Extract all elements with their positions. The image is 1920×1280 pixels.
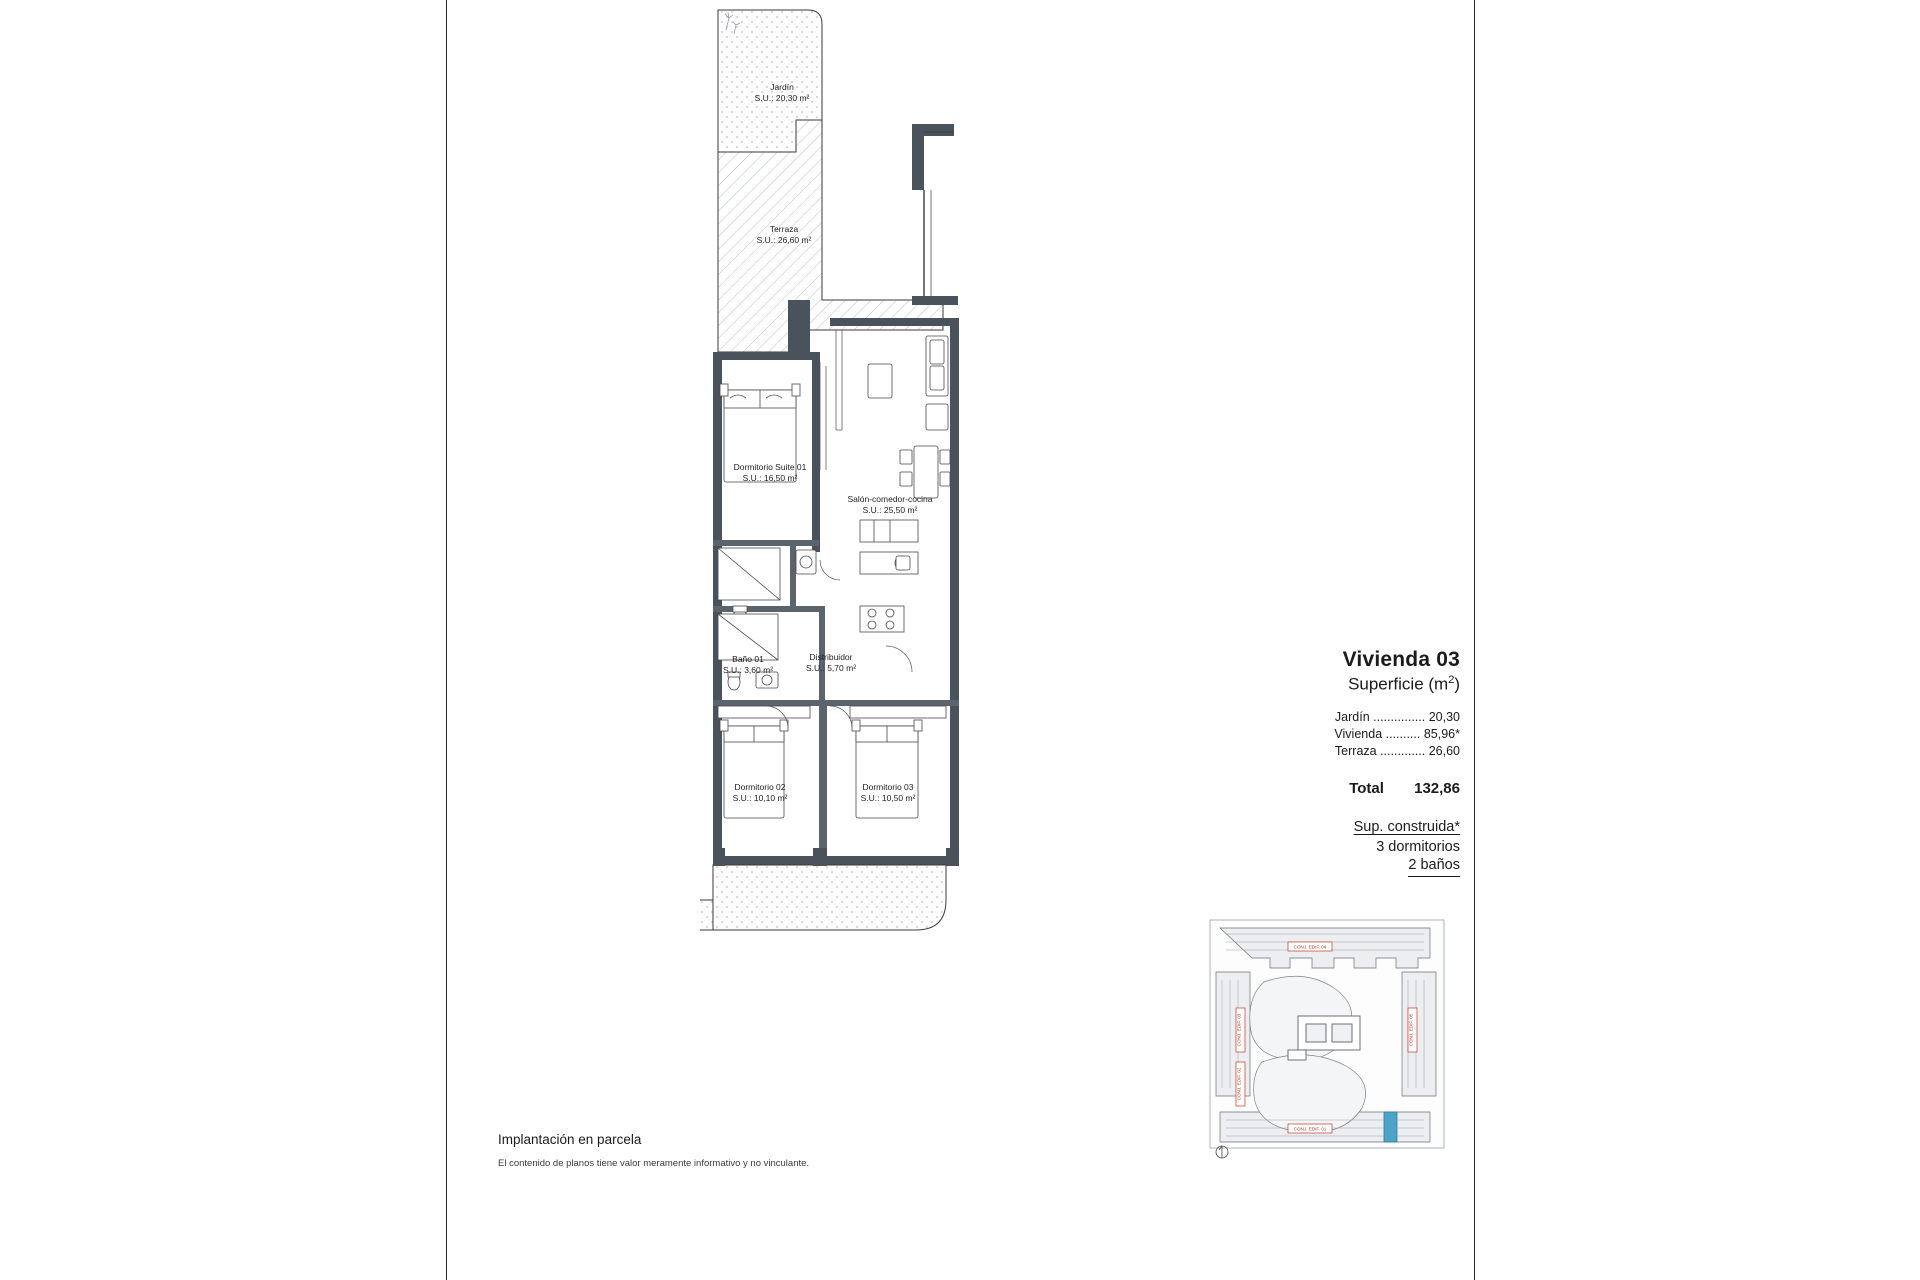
surface-total [1230, 780, 1460, 797]
surface-row-vivienda-label: Vivienda .......... [1334, 726, 1421, 741]
keyplan-label-05: CONJ. EDIF. 05 [1408, 1013, 1414, 1047]
surface-subtitle-close: ) [1454, 674, 1460, 694]
keyplan-label-01: CONJ. EDIF. 01 [1293, 1126, 1327, 1132]
key-plan [1202, 912, 1452, 1162]
surface-row-jardin-value: 20,30 [1428, 709, 1460, 724]
room-label-distribuidor: Distribuidor S.U.: 5,70 m² [805, 652, 857, 673]
keyplan-highlighted-unit [1384, 1112, 1397, 1142]
footer-disclaimer: El contenido de planos tiene valor meramente informativo y no vinculante. [498, 1158, 810, 1169]
keyplan-label-04: CONJ. EDIF. 04 [1293, 944, 1327, 950]
surface-subtitle-text: Superficie (m [1348, 674, 1449, 694]
surface-total-label: Total [1349, 779, 1384, 797]
room-label-dormitorio-suite-01: Dormitorio Suite 01 S.U.: 16,50 m² [733, 462, 807, 483]
room-label-dormitorio-03: Dormitorio 03 S.U.: 10,50 m² [860, 782, 916, 803]
bathroom-count: 2 baños [1408, 857, 1460, 877]
floor-plan [700, 0, 1060, 1160]
keyplan-label-02: CONJ. EDIF. 02 [1236, 1067, 1242, 1101]
room-label-salon-comedor-cocina: Salón-comedor-cocina S.U.: 25,50 m² [847, 494, 933, 515]
room-label-dormitorio-02: Dormitorio 02 S.U.: 10,10 m² [732, 782, 788, 803]
surface-subtitle-sup: 2 [1448, 674, 1455, 686]
surface-row-terraza [1230, 743, 1460, 760]
sheet-border-right [1474, 0, 1475, 1280]
room-label-terraza: Terraza S.U.: 26,60 m² [756, 224, 812, 245]
surface-row-jardin [1230, 709, 1460, 726]
surface-total-value: 132,86 [1414, 779, 1460, 797]
surface-row-jardin-label: Jardín ............... [1334, 709, 1426, 724]
footer-title: Implantación en parcela [498, 1132, 642, 1147]
unit-title: Vivienda 03 [1342, 648, 1460, 671]
constructed-surface-label: Sup. construida* [1353, 818, 1460, 835]
surface-row-terraza-value: 26,60 [1428, 743, 1460, 758]
surface-row-terraza-label: Terraza ............. [1334, 743, 1426, 758]
sheet-border-left [446, 0, 447, 1280]
unit-info-block [1230, 648, 1460, 877]
room-label-bano-01: Baño 01 S.U.: 3,60 m² [722, 654, 774, 675]
room-label-jardin: Jardín S.U.: 20,30 m² [754, 82, 810, 103]
bedroom-count: 3 dormitorios [1376, 838, 1460, 855]
surface-row-vivienda [1230, 726, 1460, 743]
surface-row-vivienda-value: 85,96* [1423, 726, 1460, 741]
keyplan-label-03: CONJ. EDIF. 03 [1236, 1013, 1242, 1047]
surface-subtitle [1230, 674, 1460, 695]
